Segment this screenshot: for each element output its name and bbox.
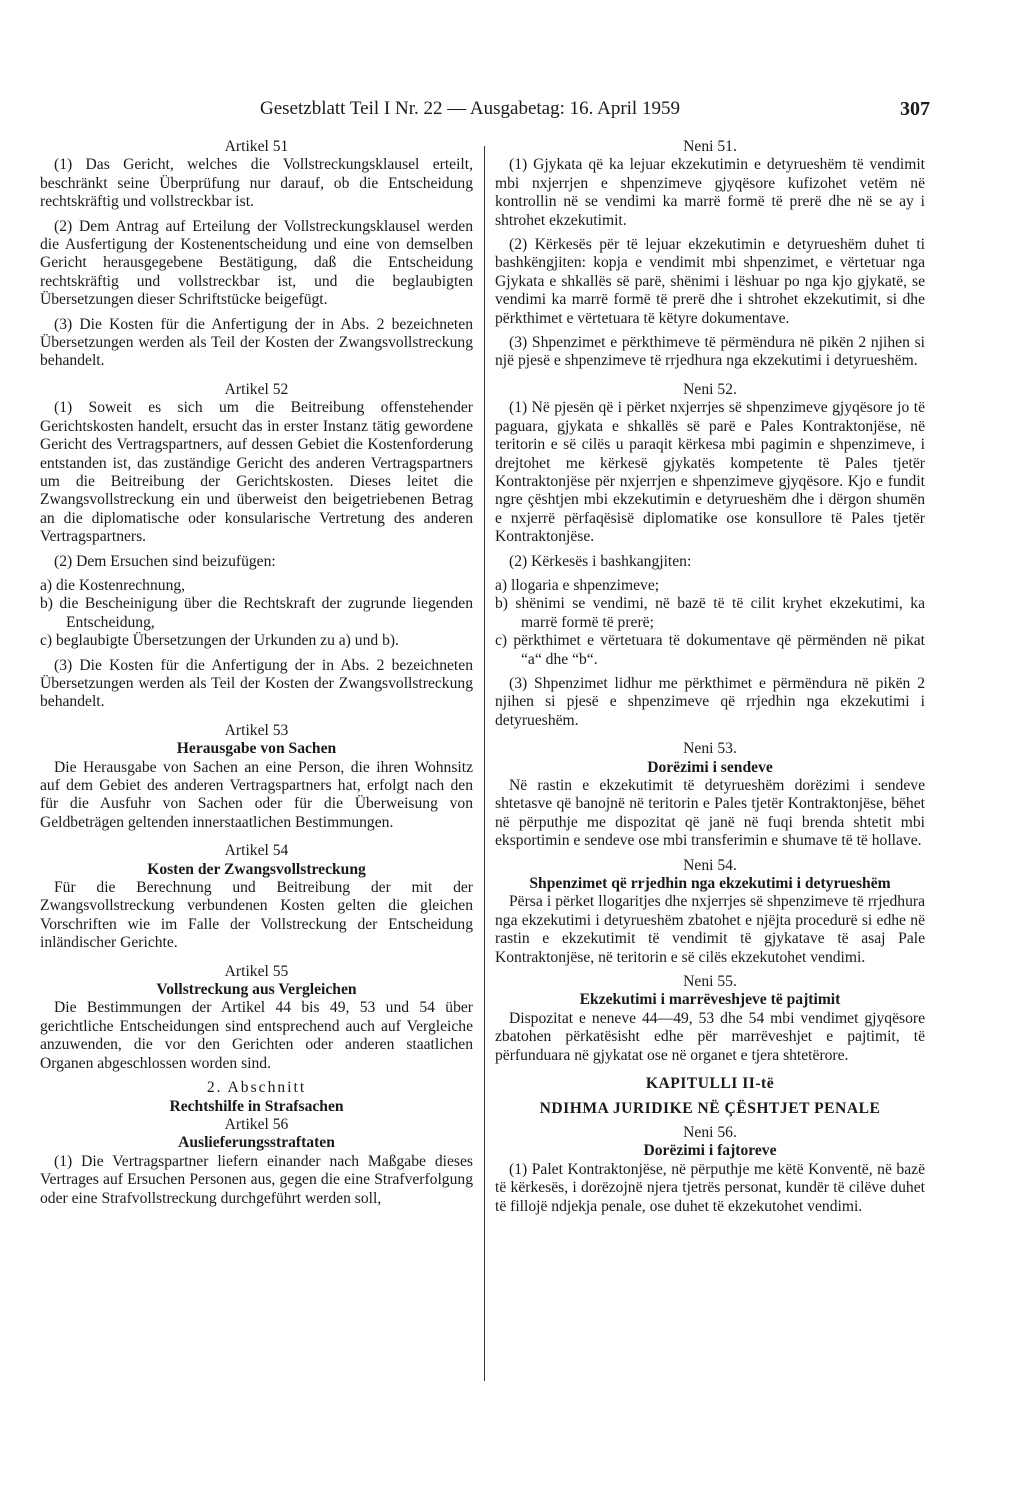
list-item: c) përkthimet e vërtetuara të dokumentave që përmënden në pikat “a“ dhe “b“. [495,632,925,668]
page-number: 307 [900,98,930,120]
column-divider [484,146,485,1381]
neni-55-heading: Neni 55. [683,973,737,991]
paragraph: (3) Die Kosten für die Anfertigung der in Abs. 2 bezeichneten Übersetzungen werden als Teil der Kosten der Zwangsvollstreckung behandelt. [40,656,473,711]
paragraph: (1) Palet Kontraktonjëse, në përputhje me këtë Konventë, në bazë të kërkesës, i dorëzojnë njera tjetrës personat, kundër të cilëve duhet të fillojë ndjekja penale, ose duhet të ekzekutohet vendimi. [495,1160,925,1215]
neni-54-heading: Neni 54. [683,856,737,874]
neni-56-title: Dorëzimi i fajtoreve [643,1142,777,1160]
chapter-heading: KAPITULLI II-të [645,1075,775,1093]
paragraph: (2) Kërkesës i bashkangjiten: [509,552,692,570]
paragraph: (3) Shpenzimet e përkthimeve të përmëndura në pikën 2 njihen si një pjesë e shpenzimeve të rrjedhura nga ekzekutimi i detyrueshëm. [495,334,925,370]
neni-55-title: Ekzekutimi i marrëveshjeve të pajtimit [579,991,841,1009]
chapter-title: NDIHMA JURIDIKE NË ÇËSHTJET PENALE [539,1099,881,1117]
list-item: a) llogaria e shpenzimeve; [495,576,660,594]
paragraph: Dispozitat e neneve 44—49, 53 dhe 54 mbi vendimet gjyqësore zbatohen përkatësisht edhe për marrëveshjet e pajtimit, të përfunduara në gjykatat ose në organet e tjera shtetërore. [495,1009,925,1064]
list-item: a) die Kostenrechnung, [40,576,186,594]
article-56-title: Auslieferungsstraftaten [178,1134,335,1152]
paragraph: (1) Die Vertragspartner liefern einander nach Maßgabe dieses Vertrages auf Ersuchen Personen aus, gegen die eine Strafverfolgung oder eine Strafvollstreckung durchgeführt werden soll, [40,1152,473,1207]
albanian-column [495,138,925,1216]
neni-52-heading: Neni 52. [683,380,737,398]
german-column [40,138,473,1208]
article-56-heading: Artikel 56 [224,1115,289,1133]
section-title: Rechtshilfe in Strafsachen [169,1097,344,1115]
paragraph: (1) Soweit es sich um die Beitreibung offenstehender Gerichtskosten handelt, ersucht das in erster Instanz tätig gewordene Gericht des Vertragspartners, auf dessen Gebiet die Kostenforderung entstanden ist, das zuständige Gericht des anderen Vertragspartners um die Beitreibung der Gerichtskosten. Dieses leitet die Zwangsvollstreckung ein und überweist den beigetriebenen Betrag an die diplomatische oder konsularische Vertretung des anderen Vertragspartners. [40,399,473,546]
article-52-heading: Artikel 52 [224,380,289,398]
paragraph: Die Bestimmungen der Artikel 44 bis 49, 53 und 54 über gerichtliche Entscheidungen sind entsprechend auch auf Vergleiche anzuwenden, die vor den Gerichten oder anderen staatlichen Organen abgeschlossen worden sind. [40,999,473,1072]
neni-53-title: Dorëzimi i sendeve [647,758,773,776]
header-title: Gesetzblatt Teil I Nr. 22 — Ausgabetag: 16. April 1959 [260,98,680,119]
article-53-heading: Artikel 53 [224,721,289,739]
list-item: b) shënimi se vendimi, në bazë të të cilit kryhet ekzekutimi, ka marrë formë të prerë; [495,595,925,631]
article-55-heading: Artikel 55 [224,962,289,980]
paragraph: (1) Das Gericht, welches die Vollstreckungsklausel erteilt, beschränkt seine Überprüfung nur darauf, ob die Entscheidung rechtskräftig und vollstreckbar ist. [40,156,473,211]
section-heading: 2. Abschnitt [206,1079,307,1097]
paragraph: (1) Gjykata që ka lejuar ekzekutimin e detyrueshëm të vendimit mbi nxjerrjen e shpenzimeve gjyqësore kufizohet vetëm në kontrollin në se vendimi ka marrë formë të prerë dhe në se ay i shtrohet ekzekutimit. [495,156,925,229]
paragraph: (2) Dem Ersuchen sind beizufügen: [54,552,276,570]
article-54-heading: Artikel 54 [224,842,289,860]
list-item: c) beglaubigte Übersetzungen der Urkunden zu a) und b). [40,632,399,650]
paragraph: Die Herausgabe von Sachen an eine Person, die ihren Wohnsitz auf dem Gebiet des anderen Vertragspartners hat, erfolgt nach den für die Ausfuhr von Sachen oder für die Überweisung von Geldbeträgen geltenden innerstaatlichen Bestimmungen. [40,758,473,831]
neni-56-heading: Neni 56. [683,1123,737,1141]
page-header [260,98,930,126]
neni-51-heading: Neni 51. [683,138,737,155]
article-54-title: Kosten der Zwangsvollstreckung [147,860,366,878]
paragraph: (3) Die Kosten für die Anfertigung der in Abs. 2 bezeichneten Übersetzungen werden als Teil der Kosten der Zwangsvollstreckung behandelt. [40,315,473,370]
paragraph: (3) Shpenzimet lidhur me përkthimet e përmëndura në pikën 2 njihen si pjesë e shpenzimeve që rrjedhin nga ekzekutimi i detyrueshëm. [495,674,925,729]
paragraph: (2) Kërkesës për të lejuar ekzekutimin e detyrueshëm duhet ti bashkëngjiten: kopja e vendimit mbi shpenzimet, e vërtetuar nga Gjykata e shkallës së parë, shënimi i lëshuar po nga kjo gjykatë, se vendimi ka marrë formë të prerë dhe i shtrohet ekzekutimit, si dhe përkthimet e vërtetuara të këtyre dokumentave. [495,236,925,327]
neni-54-title: Shpenzimet që rrjedhin nga ekzekutimi i detyrueshëm [529,875,891,893]
article-53-title: Herausgabe von Sachen [176,740,337,758]
neni-53-heading: Neni 53. [683,740,737,758]
paragraph: Përsa i përket llogaritjes dhe nxjerrjes së shpenzimeve të rrjedhura nga ekzekutimi i detyrueshëm zbatohet e njëjta procedurë si edhe në rastin e ekzekutimit të vendimit të gjykatave të asaj Pale Kontraktonjëse, në teritorin e së cilës ekzekutohet vendimi. [495,893,925,966]
paragraph: (1) Në pjesën që i përket nxjerrjes së shpenzimeve gjyqësore jo të paguara, gjykata e shkallës së parë e Pales Kontraktonjëse, në teritorin e së cilës u paraqit kërkesa mbi pagimin e shpenzimeve, i drejtohet me kërkesë gjykatës kompetente të Pales tjetër Kontraktonjëse për nxjerrjen e shpenzimeve gjyqësore. Kjo e fundit ngre çështjen mbi ekzekutimin e detyrueshëm dhe i dërgon shumën e nxjerrë përfaqësisë diplomatike ose konsullore të Pales tjetër Kontraktonjëse. [495,399,925,546]
paragraph: (2) Dem Antrag auf Erteilung der Vollstreckungsklausel werden die Ausfertigung der Kostenentscheidung und eine von demselben Gericht herausgegebene Bestätigung, daß die Entscheidung rechtskräftig und vollstreckbar ist, und die beglaubigten Übersetzungen dieser Schriftstücke beigefügt. [40,217,473,309]
paragraph: Në rastin e ekzekutimit të detyrueshëm dorëzimi i sendeve shtetasve që banojnë në teritorin e Pales tjetër Kontraktonjëse, bëhet në përputhje me dispozitat që janë në fuqi brenda shtetit mbi eksportimin e sendeve ose mbi transferimin e shumave të të hollave. [495,777,925,850]
article-55-title: Vollstreckung aus Vergleichen [156,981,357,999]
list-item: b) die Bescheinigung über die Rechtskraft der zugrunde liegenden Entscheidung, [40,595,473,631]
article-51-heading: Artikel 51 [224,138,289,155]
paragraph: Für die Berechnung und Beitreibung der mit der Zwangsvollstreckung verbundenen Kosten gelten die gleichen Vorschriften wie im Falle der Vollstreckung der Entscheidung inländischer Gerichte. [40,879,473,952]
